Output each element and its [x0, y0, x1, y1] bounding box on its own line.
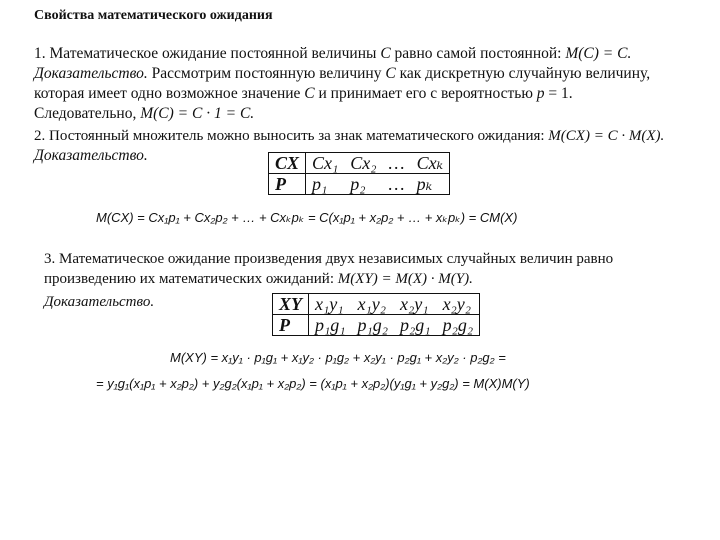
- text: Рассмотрим постоянную величину: [147, 65, 386, 82]
- table-cell: x₁y₂: [352, 294, 395, 315]
- proof-label: Доказательство.: [34, 65, 148, 82]
- property3-proof-label: [44, 292, 154, 312]
- table-cell: …: [388, 174, 405, 194]
- text: равно самой постоянной:: [390, 45, 566, 62]
- table-header-p: P: [269, 174, 306, 195]
- text: как дискретную случайную величину,: [395, 65, 651, 82]
- proof-label: Доказательство.: [44, 294, 155, 310]
- table-header-xy: XY: [273, 294, 309, 315]
- table-cell: Cx₂: [344, 153, 382, 174]
- var: C: [304, 85, 315, 102]
- property2-statement: [34, 126, 664, 146]
- table-header-cx: CX: [269, 153, 306, 174]
- text: произведению их математических ожиданий:: [44, 271, 338, 287]
- text: = 1.: [544, 85, 573, 102]
- text: 1. Математическое ожидание постоянной величины: [34, 45, 381, 62]
- property1-proof-line2: [34, 84, 573, 104]
- property3-statement-line1: 3. Математическое ожидание произведения двух независимых случайных величин равно: [44, 251, 614, 267]
- property2-proof-label: [34, 146, 148, 166]
- proof-label: Доказательство.: [34, 147, 148, 164]
- distribution-table-cx: [268, 152, 450, 195]
- property1-proof-line1: [34, 64, 650, 84]
- table-cell: pₖ: [416, 174, 433, 194]
- text: и принимает его с вероятностью: [314, 85, 537, 102]
- formula-xy-line2: = y₁g₁(x₁p₁ + x₂p₂) + y₂g₂(x₁p₁ + x₂p₂) = (x₁p₁ + x₂p₂)(y₁g₁ + y₂g₂) = M(X)M(Y): [96, 376, 530, 391]
- table-cell: p₂g₁: [400, 315, 431, 335]
- table-cell: p₁g₁: [315, 315, 346, 335]
- table-cell: x₂y₁: [394, 294, 437, 315]
- property3-statement-line2: [44, 269, 473, 289]
- text: 2. Постоянный множитель можно выносить за знак математического ожидания:: [34, 128, 549, 144]
- table-cell: p₂g₂: [442, 315, 474, 335]
- table-cell: p₂: [350, 174, 366, 194]
- table-cell: Cx₁: [306, 153, 345, 174]
- table-cell: x₂y₂: [437, 294, 480, 315]
- property1-conclusion: [34, 104, 254, 124]
- text: которая имеет одно возможное значение: [34, 85, 305, 102]
- table-cell: x₁y₁: [309, 294, 352, 315]
- var: C: [385, 65, 396, 82]
- text: Следовательно,: [34, 105, 141, 122]
- var: C: [380, 45, 391, 62]
- formula-inline: M(C) = C · 1 = C.: [140, 105, 255, 122]
- distribution-table-xy: [272, 293, 480, 336]
- formula-inline: M(CX) = C · M(X).: [548, 128, 665, 144]
- table-cell: Cxₖ: [411, 153, 450, 174]
- formula-inline: M(C) = C.: [565, 45, 632, 62]
- formula-cx: M(CX) = Cx₁p₁ + Cx₂p₂ + … + Cxₖpₖ = C(x₁p₁ + x₂p₂ + … + xₖpₖ) = CM(X): [96, 210, 518, 225]
- table-cell: p₁g₂: [357, 315, 389, 335]
- page-title: Свойства математического ожидания: [34, 8, 273, 23]
- table-cell: p₁: [312, 174, 328, 194]
- formula-xy-line1: M(XY) = x₁y₁ · p₁g₁ + x₁y₂ · p₁g₂ + x₂y₁ · p₂g₁ + x₂y₂ · p₂g₂ =: [170, 350, 506, 365]
- table-cell: …: [383, 153, 411, 174]
- table-header-p: P: [273, 315, 309, 336]
- property1-statement: [34, 44, 631, 64]
- var: p: [536, 85, 545, 102]
- formula-inline: M(XY) = M(X) · M(Y).: [337, 271, 473, 287]
